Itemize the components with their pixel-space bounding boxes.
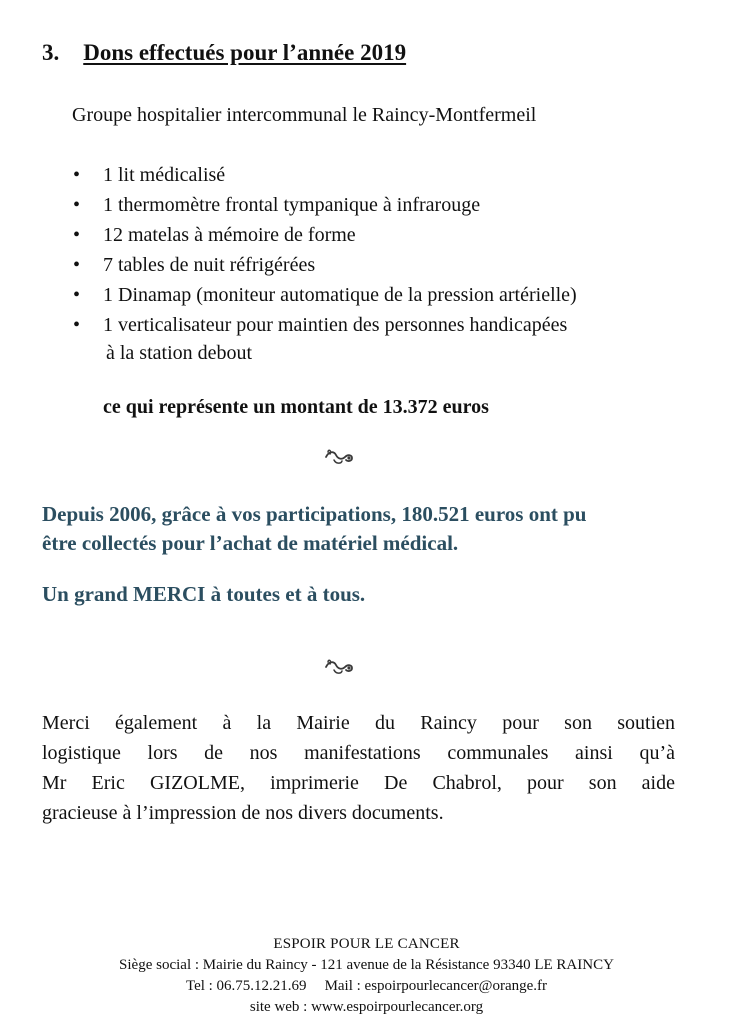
paragraph-line: Merci également à la Mairie du Raincy pour son soutien — [42, 712, 675, 734]
item-text-continuation: à la station debout — [106, 342, 253, 364]
item-text: 1 Dinamap (moniteur automatique de la pression artérielle) — [103, 284, 577, 306]
donation-list — [72, 160, 577, 366]
section-heading — [42, 40, 406, 66]
footer — [0, 934, 733, 1018]
bullet-icon: • — [73, 254, 81, 276]
head-office-address: Siège social : Mairie du Raincy - 121 avenue de la Résistance 93340 LE RAINCY — [119, 957, 614, 973]
fundraising-summary — [42, 500, 586, 558]
fleuron-icon — [324, 448, 354, 466]
phone-number: Tel : 06.75.12.21.69 — [185, 978, 307, 994]
website: site web : www.espoirpourlecancer.org — [249, 999, 484, 1015]
item-text: 1 thermomètre frontal tympanique à infrarouge — [103, 194, 481, 216]
fleuron-icon — [324, 658, 354, 676]
list-item — [72, 280, 577, 310]
section-number: 3. — [42, 40, 60, 65]
bullet-icon: • — [73, 224, 81, 246]
bullet-icon: • — [73, 164, 81, 186]
paragraph-line: gracieuse à l’impression de nos divers documents. — [42, 802, 444, 824]
total-amount: ce qui représente un montant de 13.372 euros — [103, 396, 489, 418]
item-text: 1 verticalisateur pour maintien des personnes handicapées — [103, 314, 568, 336]
list-item — [72, 220, 577, 250]
item-text: 7 tables de nuit réfrigérées — [103, 254, 316, 276]
item-text: 1 lit médicalisé — [103, 164, 226, 186]
acknowledgement-paragraph — [42, 708, 675, 828]
bullet-icon: • — [73, 314, 81, 336]
association-name: ESPOIR POUR LE CANCER — [273, 936, 460, 952]
summary-line: être collectés pour l’achat de matériel médical. — [42, 531, 459, 555]
thanks-all: Un grand MERCI à toutes et à tous. — [42, 582, 366, 606]
list-item — [72, 310, 577, 366]
list-item — [72, 160, 577, 190]
section-title: Dons effectués pour l’année 2019 — [83, 40, 407, 65]
paragraph-line: logistique lors de nos manifestations communales ainsi qu’à — [42, 742, 675, 764]
bullet-icon: • — [73, 194, 81, 216]
paragraph-line: Mr Eric GIZOLME, imprimerie De Chabrol, pour son aide — [42, 772, 675, 794]
contact-line — [0, 976, 733, 997]
item-text: 12 matelas à mémoire de forme — [103, 224, 356, 246]
list-item — [72, 190, 577, 220]
organization-name: Groupe hospitalier intercommunal le Raincy-Montfermeil — [72, 104, 537, 126]
list-item — [72, 250, 577, 280]
bullet-icon: • — [73, 284, 81, 306]
email-address: Mail : espoirpourlecancer@orange.fr — [324, 978, 548, 994]
summary-line: Depuis 2006, grâce à vos participations, 180.521 euros ont pu — [42, 502, 587, 526]
